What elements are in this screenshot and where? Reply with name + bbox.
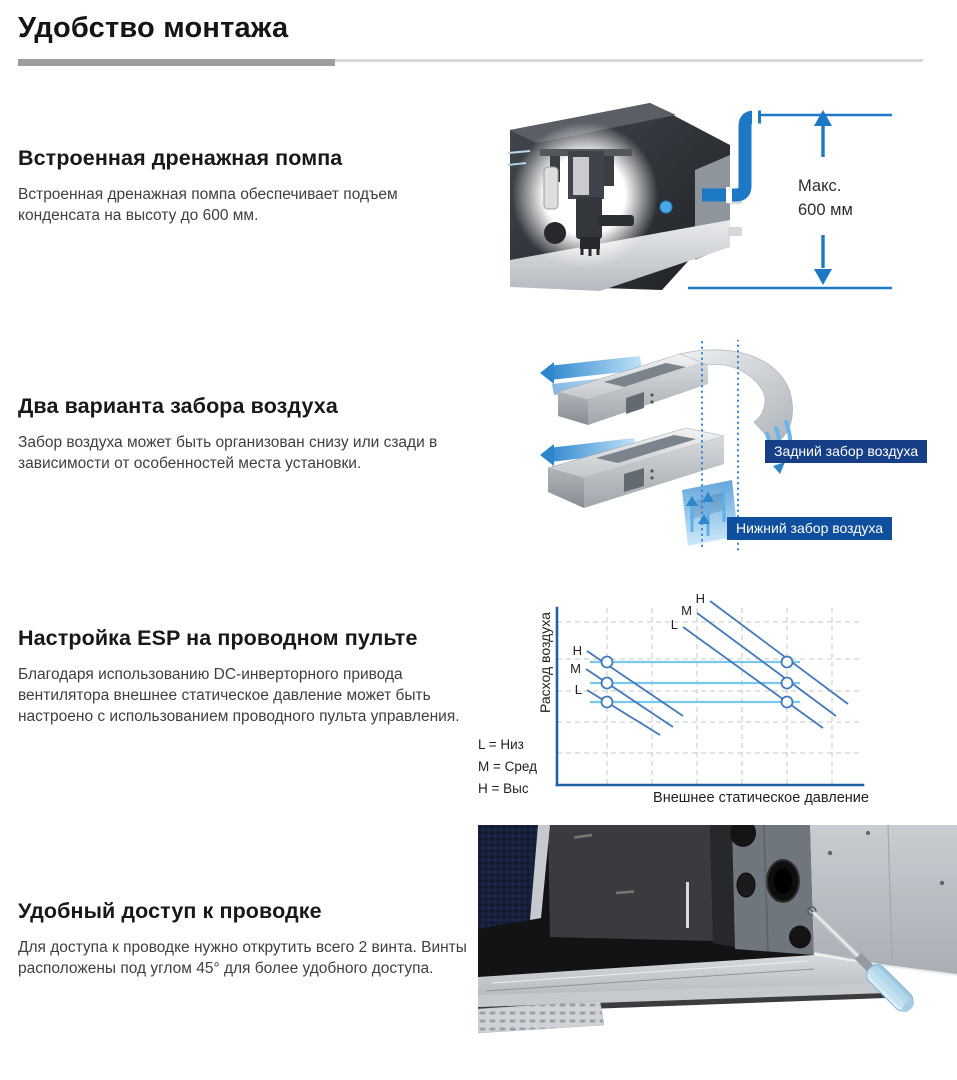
heat-exchanger-panel: [478, 825, 538, 929]
legend-item-mid: M = Сред: [478, 758, 537, 774]
fan-curve: [683, 627, 823, 728]
setting-point-marker: [602, 678, 613, 689]
fan-curve-label: M: [570, 661, 581, 676]
arrow-down-icon: [814, 235, 832, 285]
legend-item-low: L = Низ: [478, 737, 524, 752]
section-body: Благодаря использованию DC-инверторного привода вентилятора внешнее статическое давление может быть настроено с использованием проводного пульта управления.: [18, 666, 460, 726]
figure-air-intake: [540, 340, 957, 552]
legend-item-high: H = Выс: [478, 780, 529, 796]
fan-curve-label: H: [695, 591, 705, 606]
section-heading: Два варианта забора воздуха: [18, 394, 338, 418]
fan-curve: [710, 601, 848, 704]
section-body: Встроенная дренажная помпа обеспечивает подъем конденсата на высоту до 600 мм.: [18, 186, 398, 225]
page-title: Удобство монтажа: [18, 12, 289, 44]
section-heading: Встроенная дренажная помпа: [18, 146, 343, 170]
chart-x-axis-label: Внешнее статическое давление: [653, 790, 869, 806]
esp-chart: [542, 583, 890, 811]
section-heading: Настройка ESP на проводном пульте: [18, 626, 418, 650]
title-underline: [18, 59, 923, 66]
section-wiring-access: [18, 899, 473, 979]
fan-curve-label: H: [572, 643, 582, 658]
max-lift-label: Макс. 600 мм: [798, 177, 853, 219]
section-drain-pump: [18, 146, 458, 226]
fan-curve: [587, 690, 660, 735]
setting-point-marker: [602, 697, 613, 708]
fan-curve-label: L: [670, 617, 678, 632]
figure-wiring-access: [478, 825, 957, 1035]
chart-y-axis-label: Расход воздуха: [537, 612, 553, 713]
figure-drain-pump: [480, 95, 957, 300]
fan-curve-label: M: [681, 603, 692, 618]
setting-point-marker: [602, 657, 613, 668]
section-body: Для доступа к проводке нужно открутить всего 2 винта. Винты расположены под углом 45° для более удобного доступа.: [18, 939, 467, 978]
fan-curve: [697, 613, 836, 716]
rear-intake-badge: Задний забор воздуха: [765, 440, 927, 463]
drain-pump-illustration: [480, 95, 957, 300]
figure-esp-chart: [542, 583, 892, 813]
bottom-intake-badge: Нижний забор воздуха: [727, 517, 892, 540]
section-body: Забор воздуха может быть организован снизу или сзади в зависимости от особенностей места установки.: [18, 434, 438, 473]
section-heading: Удобный доступ к проводке: [18, 899, 322, 923]
chart-legend: [478, 734, 537, 800]
wiring-access-illustration: [478, 825, 957, 1035]
condensate-valve: [660, 201, 672, 213]
setting-point-marker: [782, 657, 793, 668]
setting-point-marker: [782, 678, 793, 689]
pipe-diagram: [688, 109, 892, 288]
section-air-intake: [18, 394, 463, 474]
setting-point-marker: [782, 697, 793, 708]
arrow-up-icon: [814, 110, 832, 157]
section-esp-setting: [18, 626, 463, 727]
title-underline-dark: [18, 59, 335, 66]
unit-corner-photo: [478, 825, 957, 1033]
fan-curve-label: L: [574, 682, 582, 697]
unit-bottom-intake: [540, 428, 738, 546]
